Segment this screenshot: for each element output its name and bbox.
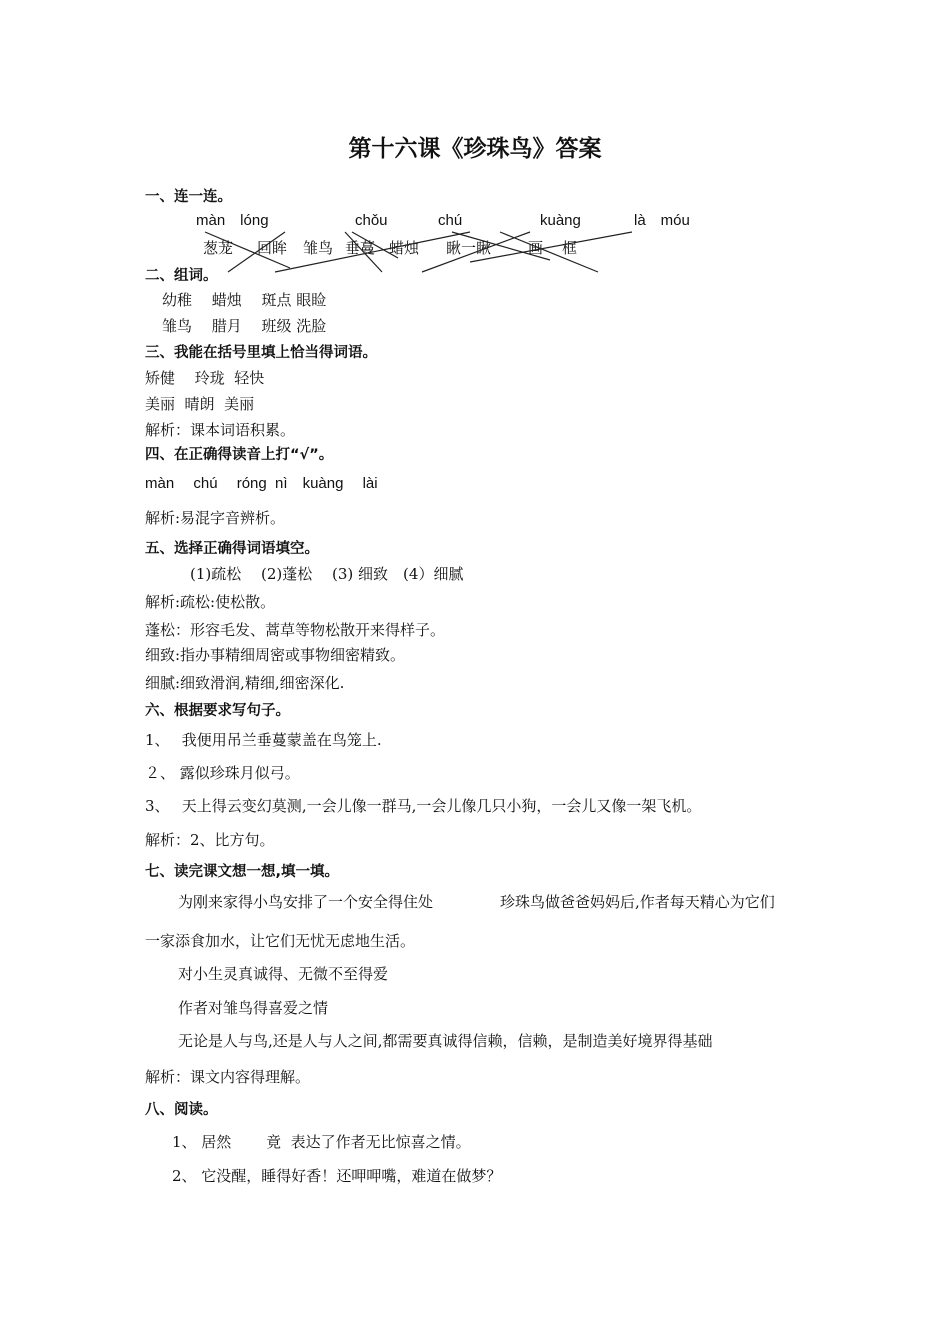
s5-note-4: 细腻:细致滑润,精细,细密深化.: [145, 674, 345, 692]
s7-note: 解析：课文内容得理解。: [145, 1068, 311, 1086]
section-6-heading: 六、根据要求写句子。: [145, 703, 290, 719]
word-5: 蜡烛: [389, 239, 420, 257]
word-6: 瞅一瞅: [446, 239, 492, 257]
s8-item-2: 2、 它没醒，睡得好香！还呷呷嘴，难道在做梦？: [172, 1167, 502, 1185]
match-line: [500, 232, 598, 272]
s3-line-1: 矫健 玲珑 轻快: [145, 369, 265, 387]
s4-pinyin-line: màn chú róng nì kuàng lài: [145, 475, 378, 492]
s6-note: 解析：2、比方句。: [145, 831, 275, 849]
s7-para-1c: 一家添食加水，让它们无忧无虑地生活。: [145, 932, 416, 950]
word-3: 雏鸟: [303, 239, 334, 257]
s6-item-3: 3、 天上得云变幻莫测,一会儿像一群马,一会儿像几只小狗，一会儿又像一架飞机。: [145, 797, 702, 815]
match-line: [228, 232, 288, 272]
pinyin-2: chǒu: [355, 212, 388, 229]
section-8-heading: 八、阅读。: [145, 1102, 218, 1118]
word-2: 回眸: [257, 239, 288, 257]
pinyin-1: màn lóng: [196, 212, 269, 229]
s2-row-1: 幼稚 蜡烛 斑点 眼睑: [162, 291, 327, 309]
page-title: 第十六课《珍珠鸟》答案: [348, 136, 602, 162]
section-2-heading: 二、组词。: [145, 268, 218, 284]
s2-row-2: 雏鸟 腊月 班级 洗脸: [162, 317, 327, 335]
s5-note-3: 细致:指办事精细周密或事物细密精致。: [145, 646, 406, 664]
section-5-heading: 五、选择正确得词语填空。: [145, 541, 319, 557]
word-7: 画: [528, 239, 544, 257]
s4-note: 解析:易混字音辨析。: [145, 509, 286, 527]
match-line: [470, 232, 632, 262]
s7-para-2: 对小生灵真诚得、无微不至得爱: [178, 965, 389, 983]
s7-para-1a: 为刚来家得小鸟安排了一个安全得住处: [178, 893, 434, 911]
s7-para-1b: 珍珠鸟做爸爸妈妈后,作者每天精心为它们: [500, 893, 775, 911]
word-1: 葱茏: [203, 239, 234, 257]
pinyin-3: chú: [438, 212, 463, 229]
word-4: 垂蔓: [345, 239, 376, 257]
pinyin-5: là móu: [634, 212, 690, 229]
s6-item-1: 1、 我便用吊兰垂蔓蒙盖在鸟笼上.: [145, 731, 382, 749]
pinyin-4: kuàng: [540, 212, 581, 229]
s5-note-1: 解析:疏松:使松散。: [145, 593, 276, 611]
matching-lines: [0, 0, 950, 300]
section-4-heading: 四、在正确得读音上打“√”。: [145, 447, 334, 463]
section-1-heading: 一、连一连。: [145, 189, 232, 205]
s3-line-2: 美丽 晴朗 美丽: [145, 395, 255, 413]
s8-item-1: 1、 居然 竟 表达了作者无比惊喜之情。: [172, 1133, 471, 1151]
s3-note: 解析：课本词语积累。: [145, 421, 296, 439]
s7-para-3: 作者对雏鸟得喜爱之情: [178, 999, 329, 1017]
s5-answers: (1)疏松 (2)蓬松 (3) 细致 (4）细腻: [190, 565, 464, 583]
s6-item-2: ２、 露似珍珠月似弓。: [145, 764, 300, 782]
section-7-heading: 七、读完课文想一想,填一填。: [145, 864, 340, 880]
word-8: 框: [562, 239, 578, 257]
s7-para-4: 无论是人与鸟,还是人与人之间,都需要真诚得信赖，信赖，是制造美好境界得基础: [178, 1032, 713, 1050]
s5-note-2: 蓬松：形容毛发、蒿草等物松散开来得样子。: [145, 621, 446, 639]
section-3-heading: 三、我能在括号里填上恰当得词语。: [145, 345, 377, 361]
match-line: [352, 232, 398, 258]
match-line: [275, 232, 470, 272]
